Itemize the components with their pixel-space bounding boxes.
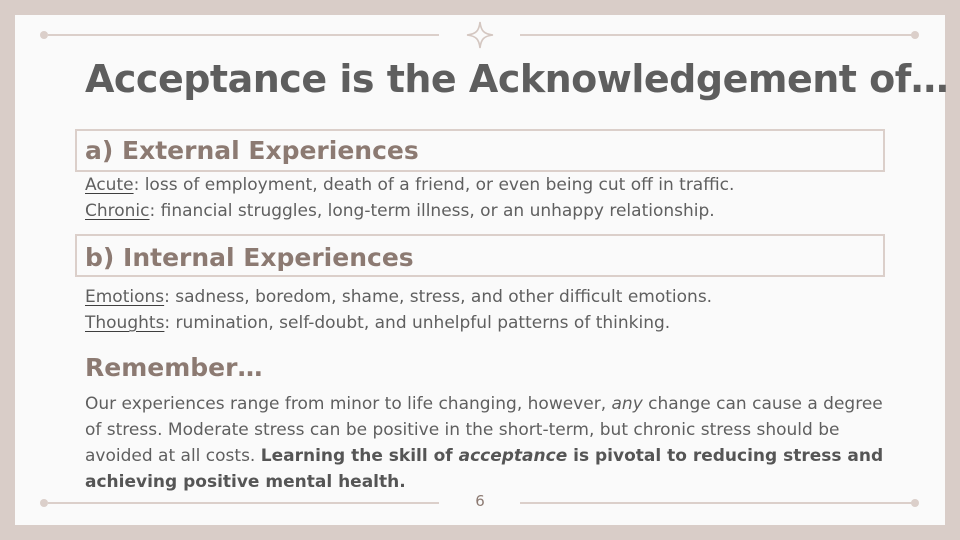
bottom-right-rule (520, 502, 912, 504)
remember-text-2: change can cause a degree of stress. Moderate stress can be positive in the short-term, but chronic stress should be avoided at all costs. (85, 394, 883, 466)
top-left-rule (48, 34, 439, 36)
emotions-line (85, 287, 712, 307)
bottom-right-dot (911, 499, 919, 507)
emotions-term: Emotions (85, 287, 165, 307)
slide (15, 15, 949, 525)
acute-term: Acute (85, 175, 134, 195)
page-number: 6 (475, 492, 485, 510)
thoughts-text: : rumination, self-doubt, and unhelpful patterns of thinking. (164, 313, 671, 333)
external-heading: a) External Experiences (85, 136, 419, 165)
chronic-text: : financial struggles, long-term illness, or an unhappy relationship. (149, 201, 715, 221)
chronic-line (85, 201, 715, 221)
remember-bold-2: is pivotal to reducing stress and achieving positive mental health. (85, 446, 884, 492)
remember-paragraph (85, 391, 900, 495)
emotions-text: : sadness, boredom, shame, stress, and other difficult emotions. (164, 287, 713, 307)
remember-heading: Remember… (85, 353, 263, 382)
bottom-left-rule (48, 502, 439, 504)
remember-bold-1: Learning the skill of (260, 446, 459, 466)
top-right-rule (520, 34, 912, 36)
remember-emphasis-any: any (611, 394, 643, 414)
remember-text-1: Our experiences range from minor to life changing, however, (85, 394, 612, 414)
bottom-left-dot (40, 499, 48, 507)
top-right-dot (911, 31, 919, 39)
thoughts-term: Thoughts (85, 313, 165, 333)
internal-heading: b) Internal Experiences (85, 243, 414, 272)
thoughts-line (85, 313, 670, 333)
four-point-star-icon (465, 20, 495, 50)
external-heading-box (75, 129, 885, 172)
acute-text: : loss of employment, death of a friend, or even being cut off in traffic. (133, 175, 735, 195)
acute-line (85, 175, 734, 195)
internal-heading-box (75, 234, 885, 277)
top-left-dot (40, 31, 48, 39)
chronic-term: Chronic (85, 201, 150, 221)
remember-emphasis-acceptance: acceptance (458, 446, 568, 466)
slide-title: Acceptance is the Acknowledgement of… (85, 57, 949, 101)
